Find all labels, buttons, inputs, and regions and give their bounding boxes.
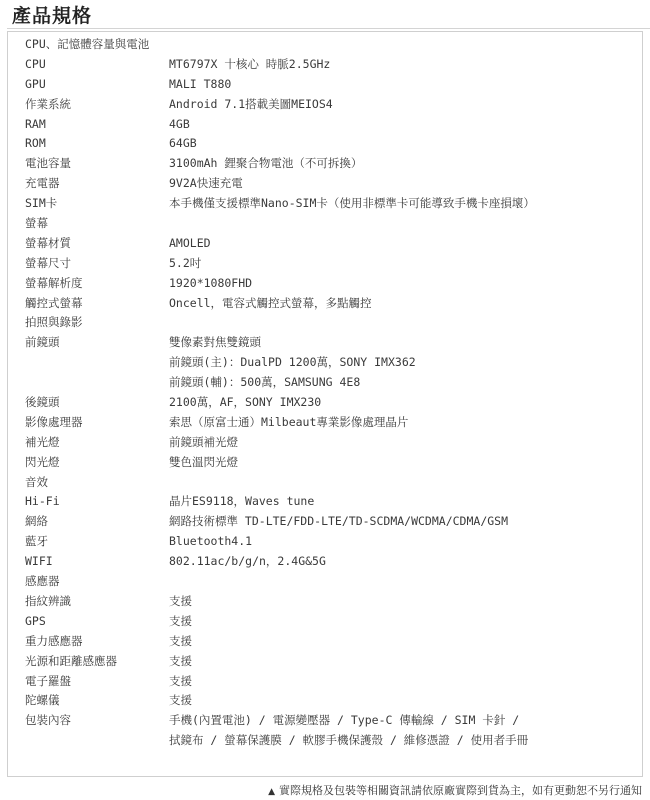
spec-row bbox=[25, 433, 625, 453]
spec-key: 觸控式螢幕 bbox=[25, 295, 83, 310]
spec-key: CPU bbox=[25, 56, 46, 71]
spec-row bbox=[25, 612, 625, 632]
spec-value: 3100mAh 鋰聚合物電池（不可拆換） bbox=[169, 156, 363, 171]
spec-row bbox=[25, 453, 625, 473]
spec-key: 光源和距離感應器 bbox=[25, 653, 117, 668]
spec-value: 支援 bbox=[169, 673, 192, 688]
spec-key: GPU bbox=[25, 76, 46, 91]
spec-key: 感應器 bbox=[25, 574, 60, 589]
page-title: 產品規格 bbox=[12, 5, 93, 27]
spec-row bbox=[25, 174, 625, 194]
footer-note-text: 實際規格及包裝等相關資訊請依原廠實際到貨為主，如有更動恕不另行通知 bbox=[279, 784, 642, 797]
spec-key: 充電器 bbox=[25, 176, 60, 191]
spec-row bbox=[25, 691, 625, 711]
spec-key: 影像處理器 bbox=[25, 414, 83, 429]
spec-row bbox=[25, 115, 625, 135]
spec-key: 補光燈 bbox=[25, 434, 60, 449]
spec-value: 9V2A快速充電 bbox=[169, 176, 243, 191]
spec-value: 支援 bbox=[169, 633, 192, 648]
spec-row bbox=[25, 373, 625, 393]
spec-value: 802.11ac/b/g/n，2.4G&5G bbox=[169, 554, 326, 569]
spec-key: 作業系統 bbox=[25, 96, 71, 111]
spec-row bbox=[25, 711, 625, 731]
warning-triangle-icon: ▲ bbox=[268, 787, 275, 797]
spec-value: Android 7.1搭載美圖MEIOS4 bbox=[169, 96, 333, 111]
spec-value: 支援 bbox=[169, 693, 192, 708]
spec-table bbox=[25, 35, 625, 751]
spec-row bbox=[25, 35, 625, 55]
spec-key: 電池容量 bbox=[25, 156, 71, 171]
spec-row bbox=[25, 632, 625, 652]
spec-row bbox=[25, 234, 625, 254]
spec-row bbox=[25, 294, 625, 314]
spec-value: 晶片ES9118，Waves tune bbox=[169, 494, 315, 509]
spec-value bbox=[169, 572, 625, 592]
spec-row bbox=[25, 254, 625, 274]
spec-row bbox=[25, 55, 625, 75]
spec-key: 音效 bbox=[25, 474, 48, 489]
spec-row bbox=[25, 731, 625, 751]
spec-key: ROM bbox=[25, 136, 46, 151]
spec-row bbox=[25, 333, 625, 353]
spec-value: 雙色溫閃光燈 bbox=[169, 454, 238, 469]
spec-key bbox=[25, 731, 169, 751]
spec-value bbox=[169, 313, 625, 333]
spec-value: 4GB bbox=[169, 116, 190, 131]
spec-value: 支援 bbox=[169, 593, 192, 608]
spec-key: 螢幕材質 bbox=[25, 235, 71, 250]
spec-value: 索思（原富士通）Milbeaut專業影像處理晶片 bbox=[169, 414, 409, 429]
spec-value: 拭鏡布 / 螢幕保護膜 / 軟膠手機保護殼 / 維修憑證 / 使用者手冊 bbox=[169, 733, 529, 748]
spec-row bbox=[25, 473, 625, 493]
spec-value: MT6797X 十核心 時脈2.5GHz bbox=[169, 56, 331, 71]
spec-key: CPU、記憶體容量與電池 bbox=[25, 37, 150, 51]
spec-key: Hi-Fi bbox=[25, 494, 60, 509]
spec-key: WIFI bbox=[25, 554, 53, 569]
spec-key: 閃光燈 bbox=[25, 454, 60, 469]
spec-value: 本手機僅支援標準Nano-SIM卡（使用非標準卡可能導致手機卡座損壞） bbox=[169, 196, 535, 211]
spec-row bbox=[25, 413, 625, 433]
title-divider bbox=[7, 28, 650, 29]
spec-row bbox=[25, 652, 625, 672]
spec-key: 螢幕解析度 bbox=[25, 275, 83, 290]
spec-key: SIM卡 bbox=[25, 196, 58, 211]
spec-row bbox=[25, 492, 625, 512]
spec-value: 2100萬，AF，SONY IMX230 bbox=[169, 395, 322, 410]
spec-value bbox=[169, 473, 625, 493]
spec-value: 雙像素對焦雙鏡頭 bbox=[169, 335, 261, 350]
spec-key: 藍牙 bbox=[25, 534, 48, 549]
spec-key: 指紋辨識 bbox=[25, 593, 71, 608]
spec-value: 支援 bbox=[169, 613, 192, 628]
spec-row bbox=[25, 353, 625, 373]
spec-value: 前鏡頭(輔)：500萬，SAMSUNG 4E8 bbox=[169, 375, 361, 390]
spec-key: 重力感應器 bbox=[25, 633, 83, 648]
spec-key: GPS bbox=[25, 613, 46, 628]
spec-key: 前鏡頭 bbox=[25, 335, 60, 350]
spec-value: 前鏡頭(主)：DualPD 1200萬，SONY IMX362 bbox=[169, 355, 416, 370]
spec-row bbox=[25, 672, 625, 692]
spec-key: 電子羅盤 bbox=[25, 673, 71, 688]
spec-row bbox=[25, 512, 625, 532]
spec-key: 後鏡頭 bbox=[25, 395, 60, 410]
spec-value bbox=[169, 214, 625, 234]
spec-row bbox=[25, 592, 625, 612]
spec-value: 手機(內置電池) / 電源變壓器 / Type-C 傳輸線 / SIM 卡針 / bbox=[169, 713, 520, 728]
spec-value: 64GB bbox=[169, 136, 197, 151]
spec-key bbox=[25, 353, 169, 373]
spec-row bbox=[25, 313, 625, 333]
spec-value: 網路技術標準 TD-LTE/FDD-LTE/TD-SCDMA/WCDMA/CDMA/GSM bbox=[169, 514, 509, 529]
spec-value: Oncell，電容式觸控式螢幕，多點觸控 bbox=[169, 295, 372, 310]
spec-value: 支援 bbox=[169, 653, 192, 668]
spec-value: 5.2吋 bbox=[169, 255, 202, 270]
spec-row bbox=[25, 194, 625, 214]
spec-value: AMOLED bbox=[169, 235, 211, 250]
spec-key: 螢幕 bbox=[25, 216, 48, 231]
footer-note bbox=[268, 782, 642, 798]
spec-value: 前鏡頭補光燈 bbox=[169, 434, 238, 449]
spec-key: 陀螺儀 bbox=[25, 693, 60, 708]
spec-row bbox=[25, 552, 625, 572]
spec-row bbox=[25, 274, 625, 294]
spec-key: 包裝內容 bbox=[25, 713, 71, 728]
spec-row bbox=[25, 572, 625, 592]
spec-value: MALI T880 bbox=[169, 76, 232, 91]
spec-key: 拍照與錄影 bbox=[25, 315, 83, 330]
spec-key: RAM bbox=[25, 116, 46, 131]
spec-value: Bluetooth4.1 bbox=[169, 534, 253, 549]
spec-row bbox=[25, 154, 625, 174]
spec-row bbox=[25, 532, 625, 552]
spec-key: 螢幕尺寸 bbox=[25, 255, 71, 270]
spec-row bbox=[25, 75, 625, 95]
spec-value: 1920*1080FHD bbox=[169, 275, 253, 290]
spec-key: 網絡 bbox=[25, 514, 48, 529]
spec-value bbox=[169, 35, 625, 55]
spec-key bbox=[25, 373, 169, 393]
spec-row bbox=[25, 214, 625, 234]
spec-row bbox=[25, 393, 625, 413]
spec-row bbox=[25, 134, 625, 154]
spec-row bbox=[25, 95, 625, 115]
